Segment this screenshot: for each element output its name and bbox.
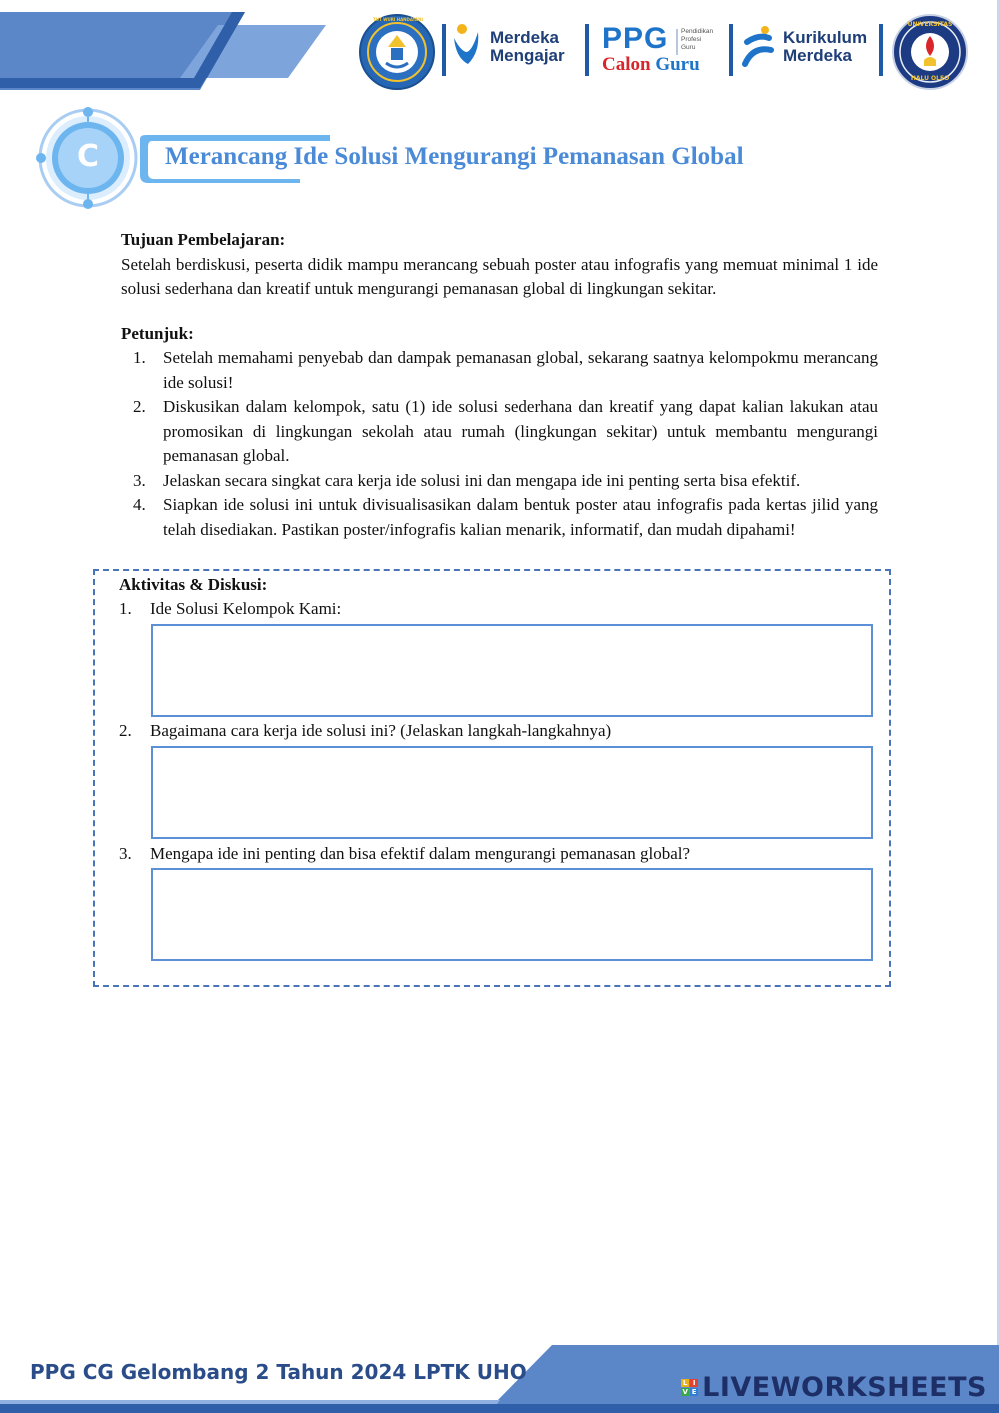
question-number: 2. — [119, 721, 132, 740]
ppg-main: PPG — [602, 22, 669, 55]
liveworksheets-icon — [681, 1379, 698, 1396]
activity-heading: Aktivitas & Diskusi: — [119, 575, 268, 594]
brand-grid-letter: E — [691, 1388, 697, 1396]
ppg-small-3: Guru — [681, 44, 696, 51]
kurikulum-line1: Kurikulum — [783, 28, 868, 47]
merdeka-mengajar-icon — [450, 22, 482, 70]
section-letter: C — [76, 139, 100, 174]
tut-wuri-logo — [359, 14, 435, 90]
brand-grid-letter: I — [690, 1379, 698, 1387]
instruction-item — [121, 469, 878, 494]
main-content — [121, 228, 878, 542]
question-3 — [119, 844, 690, 864]
answer-box-2[interactable] — [151, 746, 873, 839]
question-1 — [119, 599, 341, 619]
answer-box-1[interactable] — [151, 624, 873, 717]
instruction-item — [121, 346, 878, 395]
kurikulum-merdeka-icon — [741, 24, 775, 70]
merdeka-mengajar-line1: Merdeka — [490, 28, 559, 47]
ppg-small-2: Profesi — [681, 36, 702, 43]
activity-box — [93, 569, 891, 987]
logo-divider — [585, 24, 589, 76]
instructions-list — [121, 346, 878, 542]
question-text: Bagaimana cara kerja ide solusi ini? (Jelaskan langkah-langkahnya) — [150, 721, 612, 740]
liveworksheets-brand — [681, 1372, 987, 1403]
halu-oleo-logo — [892, 14, 968, 90]
merdeka-mengajar-line2: Mengajar — [490, 46, 565, 65]
ppg-guru: Guru — [655, 54, 700, 75]
instruction-item — [121, 395, 878, 469]
ppg-small-1: Pendidikan — [681, 28, 714, 35]
answer-box-3[interactable] — [151, 868, 873, 961]
section-title: Merancang Ide Solusi Mengurangi Pemanasan Global — [165, 143, 744, 170]
instruction-number: 3. — [133, 470, 146, 490]
header-stripe — [0, 0, 330, 90]
partner-logos — [356, 12, 976, 90]
instruction-number: 2. — [133, 397, 146, 416]
instructions-heading: Petunjuk: — [121, 323, 194, 343]
kurikulum-line2: Merdeka — [783, 46, 852, 65]
instruction-text: Siapkan ide solusi ini untuk divisualisasikan dalam bentuk poster atau infografis pada kertas jilid yang telah disediakan. Pastikan poster/infografis kalian menarik, informatif, dan mudah dipahami! — [163, 495, 878, 539]
brand-grid-letter: V — [682, 1388, 688, 1396]
instruction-text: Jelaskan secara singkat cara kerja ide solusi ini dan mengapa ide ini penting serta bisa efektif. — [163, 470, 801, 490]
logo-divider — [729, 24, 733, 76]
instruction-number: 1. — [133, 348, 146, 367]
halu-oleo-bottom: HALU OLEO — [910, 75, 950, 82]
logo-divider — [442, 24, 446, 76]
question-text: Mengapa ide ini penting dan bisa efektif dalam mengurangi pemanasan global? — [150, 844, 691, 863]
question-text: Ide Solusi Kelompok Kami: — [150, 599, 342, 618]
objective-heading: Tujuan Pembelajaran: — [121, 230, 286, 249]
instruction-text: Diskusikan dalam kelompok, satu (1) ide solusi sederhana dan kreatif yang dapat kalian lakukan atau promosikan di lingkungan sekolah atau rumah (lingkungan sekitar) untuk membantu mengurangi pemanasan global. — [163, 397, 878, 465]
instruction-number: 4. — [133, 495, 146, 514]
logo-divider — [879, 24, 883, 76]
footer-text: PPG CG Gelombang 2 Tahun 2024 LPTK UHO — [30, 1360, 527, 1384]
question-2 — [119, 721, 611, 741]
ppg-calon: Calon — [602, 54, 651, 75]
instruction-text: Setelah memahami penyebab dan dampak pemanasan global, sekarang saatnya kelompokmu merancang ide solusi! — [163, 348, 878, 392]
halu-oleo-top: UNIVERSITAS — [907, 21, 953, 28]
question-number: 3. — [119, 844, 132, 863]
instruction-item — [121, 493, 878, 542]
objective-text: Setelah berdiskusi, peserta didik mampu merancang sebuah poster atau infografis yang memuat minimal 1 ide solusi sederhana dan kreatif untuk mengurangi pemanasan global di lingkungan sekitar. — [121, 254, 878, 298]
question-number: 1. — [119, 599, 132, 618]
ppg-small-divider — [676, 29, 678, 55]
liveworksheets-wordmark: LIVEWORKSHEETS — [702, 1372, 987, 1403]
tut-wuri-text: TUT WURI HANDAYANI — [373, 17, 423, 22]
brand-grid-letter: L — [682, 1379, 688, 1387]
